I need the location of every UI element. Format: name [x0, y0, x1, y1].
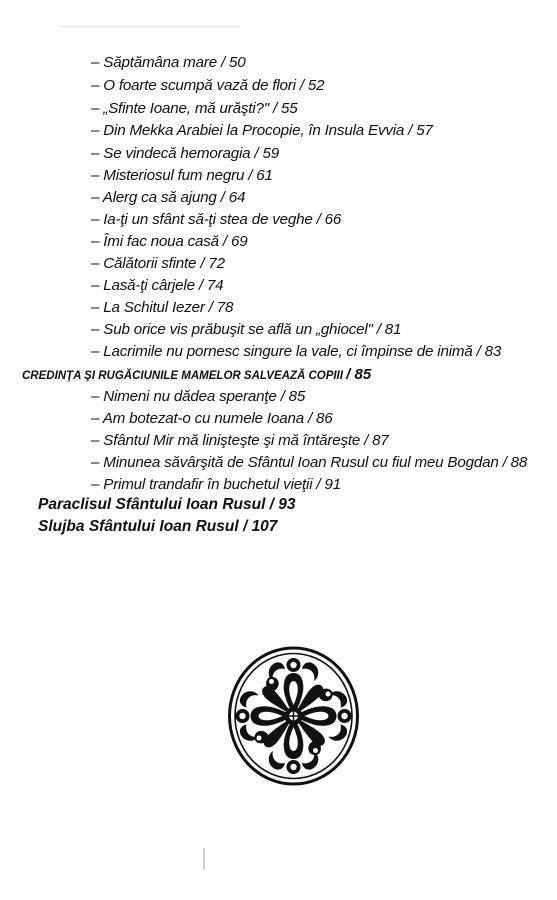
toc-entry[interactable]: – Am botezat-o cu numele Ioana / 86 [91, 410, 333, 427]
section-page: / 85 [346, 366, 372, 383]
toc-entry[interactable]: – Sfântul Mir mă linişteşte şi mă întăreşte / 87 [91, 432, 389, 449]
toc-entry[interactable]: – Nimeni nu dădea speranţe / 85 [91, 388, 306, 405]
toc-entry[interactable]: – La Schitul Iezer / 78 [91, 299, 234, 316]
toc-entry[interactable]: – Îmi fac noua casă / 69 [91, 233, 248, 250]
toc-entry[interactable]: – Lasă-ţi cârjele / 74 [91, 277, 224, 294]
toc-entry[interactable]: – Primul trandafir în buchetul vieţii / 91 [91, 476, 341, 493]
toc-entry[interactable]: – Din Mekka Arabiei la Procopie, în Insula Evvia / 57 [91, 122, 433, 139]
toc-part-slujba[interactable]: Slujba Sfântului Ioan Rusul / 107 [38, 518, 278, 535]
toc-entry[interactable]: – Călătorii sfinte / 72 [91, 255, 225, 272]
bleed-through-top [60, 26, 240, 35]
toc-entry[interactable]: – Ia-ţi un sfânt să-ţi stea de veghe / 66 [91, 211, 342, 228]
toc-part-paraclis[interactable]: Paraclisul Sfântului Ioan Rusul / 93 [38, 496, 296, 513]
toc-entry[interactable]: – Lacrimile nu pornesc singure la vale, ci împinse de inimă / 83 [91, 343, 502, 360]
toc-entry[interactable]: – Săptămâna mare / 50 [91, 54, 246, 71]
toc-section-heading[interactable] [22, 366, 371, 383]
toc-entry[interactable]: – Minunea săvârşită de Sfântul Ioan Rusul cu fiul meu Bogdan / 88 [91, 454, 528, 471]
toc-entry[interactable]: – Misteriosul fum negru / 61 [91, 167, 273, 184]
section-title: CREDINŢA ŞI RUGĂCIUNILE MAMELOR SALVEAZĂ COPIII [22, 370, 343, 382]
toc-entry[interactable]: – „Sfinte Ioane, mă urăşti?" / 55 [91, 100, 298, 117]
circular-cross-ornament-icon [227, 645, 360, 787]
toc-entry[interactable]: – Alerg ca să ajung / 64 [91, 189, 246, 206]
page-fold-mark [203, 848, 205, 870]
toc-entry[interactable]: – Se vindecă hemoragia / 59 [91, 145, 279, 162]
toc-entry[interactable]: – O foarte scumpă vază de flori / 52 [91, 77, 325, 94]
toc-entry[interactable]: – Sub orice vis prăbuşit se află un „ghiocel" / 81 [91, 321, 402, 338]
